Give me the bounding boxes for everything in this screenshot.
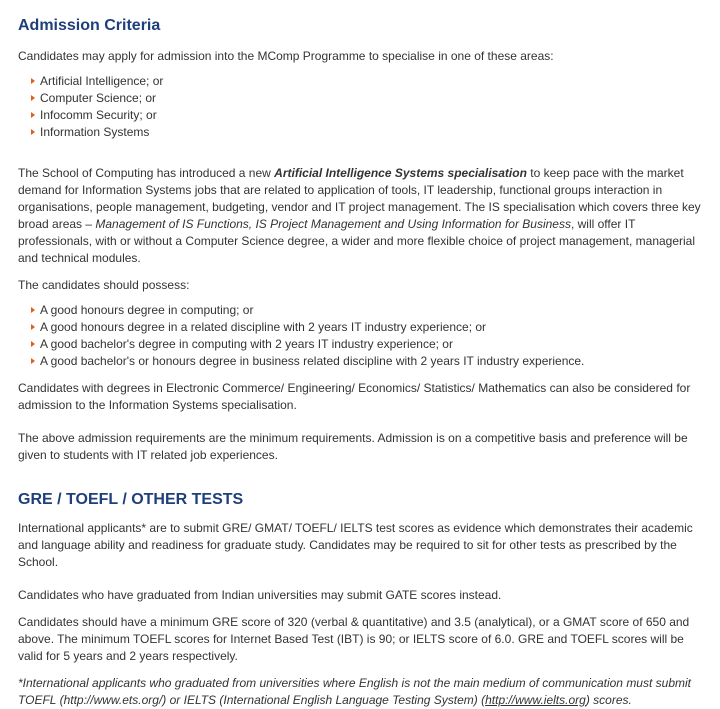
ielts-link[interactable]: http://www.ielts.org [485,693,586,707]
bullet-arrow-icon [31,129,35,135]
bullet-arrow-icon [31,358,35,364]
bullet-arrow-icon [31,307,35,313]
bullet-arrow-icon [31,341,35,347]
list-item: A good bachelor's degree in computing with 2 years IT industry experience; or [40,336,706,353]
bullet-arrow-icon [31,95,35,101]
list-item: Computer Science; or [40,90,706,107]
list-item: A good honours degree in a related discipline with 2 years IT industry experience; or [40,319,706,336]
admission-criteria-heading: Admission Criteria [18,17,161,34]
is-specialisation-paragraph: The School of Computing has introduced a new Artificial Intelligence Systems specialisation to keep pace with the market demand for Information Systems jobs that are related to application of tools, IT leadership, functional groups interaction in organisations, people management, budgeting, vendor and IT project management. The IS specialisation which covers three key broad areas – Management of IS Functions, IS Project Management and Using Information for Business, will offer IT professionals, with or without a Computer Science degree, a wider and more flexible choice of project management, managerial and technical modules. [18,166,701,265]
list-item: Information Systems [40,124,706,141]
bullet-arrow-icon [31,78,35,84]
requirements-list [18,302,706,370]
possess-intro: The candidates should possess: [18,278,190,292]
is-areas-emphasis: Management of IS Functions, IS Project Management and Using Information for Business [95,217,571,231]
specialisation-areas-list [18,73,706,141]
footnote-paragraph: *International applicants who graduated from universities where English is not the main medium of communication must submit TOEFL (http://www.ets.org/) or IELTS (International English Language Testing System) (http://www.ielts.org) scores. [18,676,691,707]
test-scores-paragraph: International applicants* are to submit GRE/ GMAT/ TOEFL/ IELTS test scores as evidence which demonstrates their academic and language ability and readiness for graduate study. Candidates may be required to sit for other tests as prescribed by the School. [18,521,693,569]
list-item: Infocomm Security; or [40,107,706,124]
bullet-arrow-icon [31,324,35,330]
admission-intro: Candidates may apply for admission into the MComp Programme to specialise in one of these areas: [18,49,554,63]
minimum-scores-paragraph: Candidates should have a minimum GRE score of 320 (verbal & quantitative) and 3.5 (analytical), or a GMAT score of 650 and above. The minimum TOEFL scores for Internet Based Test (IBT) is 90; or IELTS score of 6.0. GRE and TOEFL scores will be valid for 5 years and 2 years respectively. [18,615,690,663]
list-item: A good honours degree in computing; or [40,302,706,319]
minimum-requirements-paragraph: The above admission requirements are the minimum requirements. Admission is on a competitive basis and preference will be given to students with IT related job experiences. [18,431,688,462]
list-item: A good bachelor's or honours degree in business related discipline with 2 years IT industry experience. [40,353,706,370]
list-item: Artificial Intelligence; or [40,73,706,90]
other-degrees-paragraph: Candidates with degrees in Electronic Commerce/ Engineering/ Economics/ Statistics/ Mathematics can also be considered for admission to the Information Systems specialisation. [18,381,691,412]
gate-paragraph: Candidates who have graduated from Indian universities may submit GATE scores instead. [18,588,502,602]
bullet-arrow-icon [31,112,35,118]
ai-specialisation-emphasis: Artificial Intelligence Systems specialisation [274,166,527,180]
tests-heading: GRE / TOEFL / OTHER TESTS [18,491,244,508]
